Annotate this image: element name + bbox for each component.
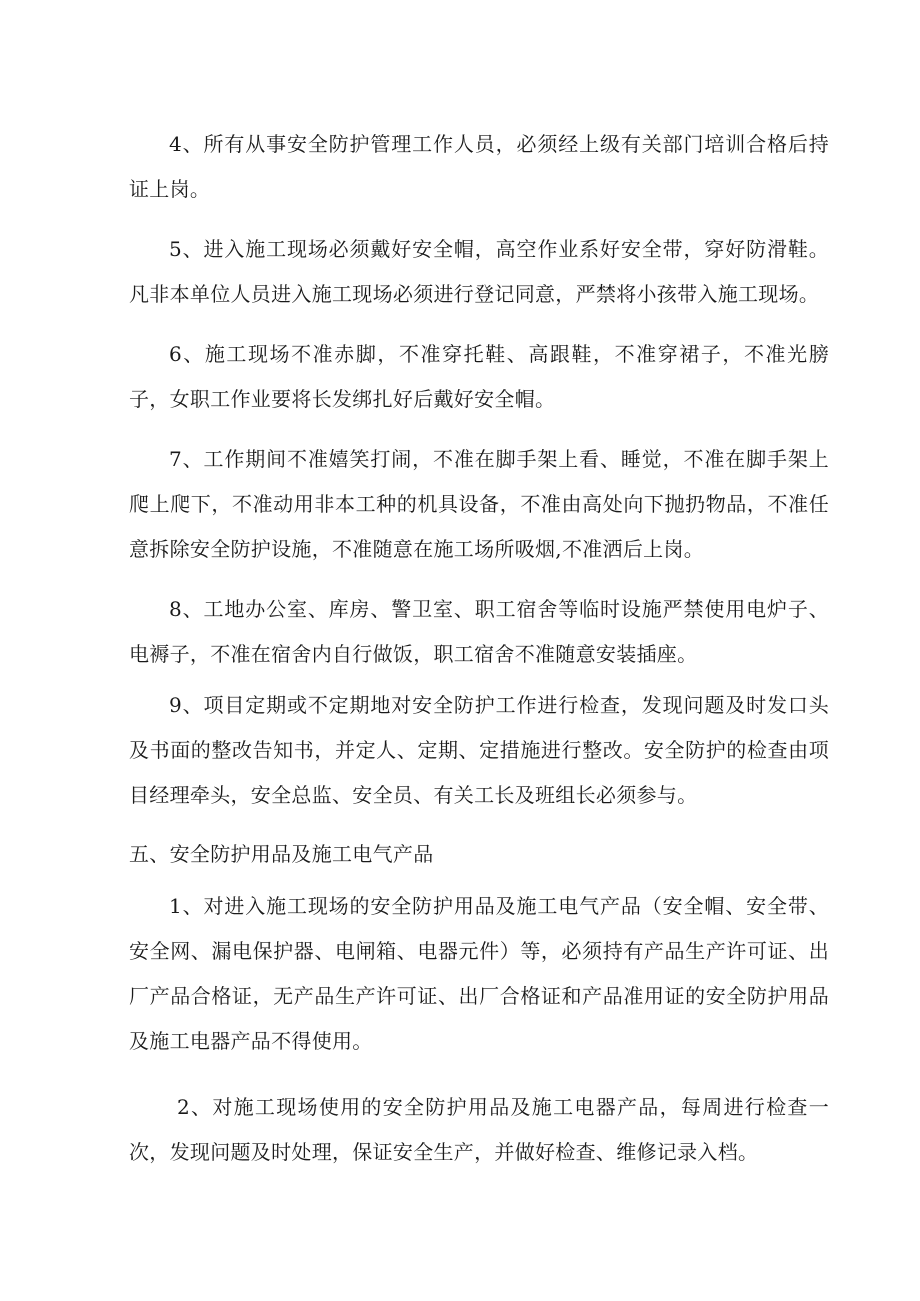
paragraph-item-6: 6、施工现场不准赤脚，不准穿托鞋、高跟鞋，不准穿裙子，不准光膀子，女职工作业要将长发绑扎好后戴好安全帽。 [129, 342, 829, 411]
paragraph-item-9: 9、项目定期或不定期地对安全防护工作进行检查，发现问题及时发口头及书面的整改告知书，并定人、定期、定措施进行整改。安全防护的检查由项目经理牵头，安全总监、安全员、有关工长及班组长必须参与。 [129, 693, 829, 807]
paragraph-item-4: 4、所有从事安全防护管理工作人员，必须经上级有关部门培训合格后持证上岗。 [129, 132, 829, 201]
paragraph-section5-item-2: 2、对施工现场使用的安全防护用品及施工电器产品，每周进行检查一次，发现问题及时处理，保证安全生产，并做好检查、维修记录入档。 [129, 1095, 829, 1164]
paragraph-section5-item-1: 1、对进入施工现场的安全防护用品及施工电气产品（安全帽、安全带、安全网、漏电保护器、电闸箱、电器元件）等，必须持有产品生产许可证、出厂产品合格证，无产品生产许可证、出厂合格证和产品准用证的安全防护用品及施工电器产品不得使用。 [129, 894, 829, 1053]
paragraph-item-5: 5、进入施工现场必须戴好安全帽，高空作业系好安全带，穿好防滑鞋。凡非本单位人员进入施工现场必须进行登记同意，严禁将小孩带入施工现场。 [129, 237, 829, 306]
section-heading: 五、安全防护用品及施工电气产品 [129, 842, 434, 866]
paragraph-item-8: 8、工地办公室、库房、警卫室、职工宿舍等临时设施严禁使用电炉子、电褥子，不准在宿舍内自行做饭，职工宿舍不准随意安装插座。 [129, 597, 829, 666]
paragraph-item-7: 7、工作期间不准嬉笑打闹，不准在脚手架上看、睡觉，不准在脚手架上爬上爬下，不准动用非本工种的机具设备，不准由高处向下抛扔物品，不准任意拆除安全防护设施，不准随意在施工场所吸烟,不准洒后上岗。 [129, 447, 829, 561]
